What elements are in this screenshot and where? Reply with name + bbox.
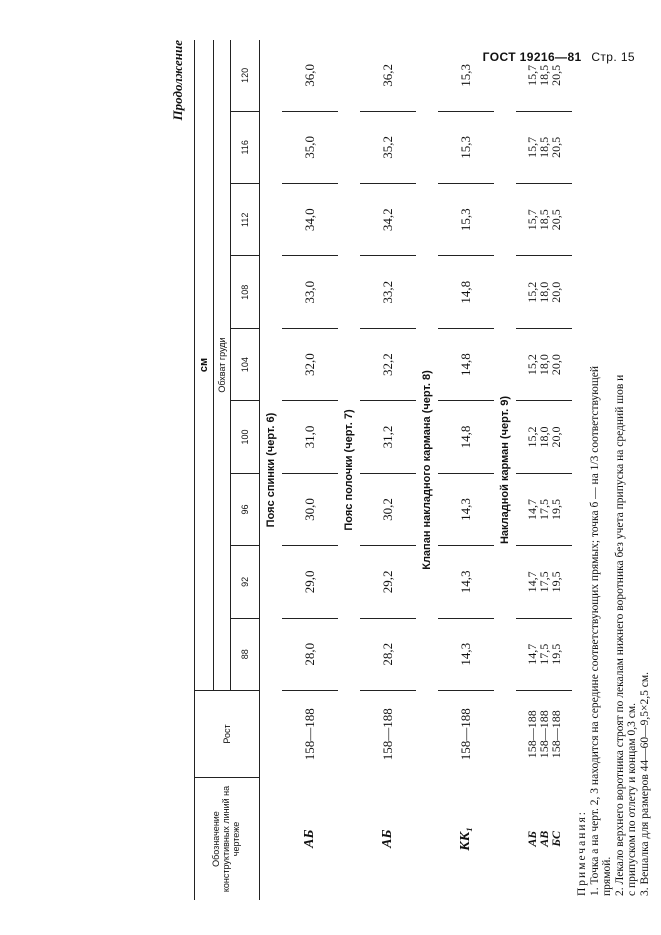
cell-value: 35,2	[360, 111, 416, 183]
line-code: АБ	[525, 830, 539, 847]
cell-group	[516, 328, 572, 400]
section-title: Пояс полочки (черт. 7)	[343, 409, 355, 531]
cell-value: 36,2	[380, 63, 395, 87]
cell-group	[516, 618, 572, 690]
cell-value: 20,0	[549, 354, 563, 376]
cell-value: 18,0	[537, 426, 551, 448]
cell-value: 32,2	[360, 328, 416, 400]
height-range: 158—188	[537, 710, 551, 759]
line-code: АБ	[380, 829, 395, 848]
cell-value: 31,0	[282, 401, 338, 473]
notes-block	[576, 46, 651, 896]
notes-title: Примечания:	[576, 810, 588, 896]
height-range: 158—188	[282, 691, 338, 778]
line-code: БС	[549, 830, 563, 847]
line-code: АБ	[302, 829, 317, 848]
table-row	[438, 40, 494, 900]
cell-value: 20,5	[549, 136, 563, 158]
note-line: с припуском по отлету и концам 0,3 см.	[626, 702, 638, 896]
cell-value: 20,5	[549, 209, 563, 231]
size-header: 100	[231, 401, 260, 473]
cell-value: 15,3	[438, 184, 494, 256]
col-header-label: Обозначение конструктивных линий на чертеже	[195, 778, 260, 901]
cell-value: 17,5	[537, 571, 551, 593]
cell-value: 30,2	[360, 473, 416, 545]
size-header: 120	[231, 40, 260, 111]
cell-value: 17,5	[537, 498, 551, 520]
cell-value: 15,7	[525, 136, 539, 158]
cell-value: 14,3	[438, 618, 494, 690]
rotated-table-block	[170, 40, 651, 900]
note-line: прямой.	[601, 856, 613, 896]
cell-value: 19,5	[549, 498, 563, 520]
cell-value: 20,5	[549, 64, 563, 86]
table-row	[516, 40, 572, 900]
line-code: АВ	[537, 830, 551, 847]
cell-group	[516, 40, 572, 111]
cell-group	[516, 184, 572, 256]
section-title: Пояс спинки (черт. 6)	[265, 412, 277, 528]
cell-value: 14,7	[525, 571, 539, 593]
cell-value: 18,0	[537, 281, 551, 303]
note-line: 3. Вешалка для размеров 44—60—9,5×2,5 см.	[638, 671, 651, 896]
cell-value: 15,2	[525, 426, 539, 448]
cell-value: 19,5	[549, 643, 563, 665]
cell-value: 14,8	[438, 328, 494, 400]
cell-value: 35,0	[282, 111, 338, 183]
cell-value: 28,2	[360, 618, 416, 690]
page-number: Стр. 15	[591, 50, 635, 64]
cell-value: 14,3	[438, 546, 494, 618]
cell-value: 29,0	[282, 546, 338, 618]
size-header: 108	[231, 256, 260, 328]
cell-value: 19,5	[549, 571, 563, 593]
cell-value: 33,0	[282, 256, 338, 328]
cell-value: 18,5	[537, 209, 551, 231]
cell-value: 15,3	[438, 111, 494, 183]
note-line: 1. Точка а на черт. 2, 3 находится на середине соответствующих прямых; точка б — на 1/3 соответствующей	[588, 366, 601, 896]
cell-value: 36,0	[302, 63, 317, 87]
size-header: 112	[231, 184, 260, 256]
cell-value: 14,8	[438, 256, 494, 328]
height-range: 158—188	[549, 710, 563, 759]
cell-value: 29,2	[360, 546, 416, 618]
standard-number: ГОСТ 19216—81	[482, 50, 582, 64]
cell-value: 32,0	[282, 328, 338, 400]
continuation-label: Продолжение	[170, 40, 185, 121]
cell-value: 34,2	[360, 184, 416, 256]
cell-value: 15,7	[525, 209, 539, 231]
cell-value: 14,7	[525, 498, 539, 520]
cell-group	[516, 401, 572, 473]
cell-value: 17,5	[537, 643, 551, 665]
cell-value: 34,0	[282, 184, 338, 256]
cell-value: 18,5	[537, 64, 551, 86]
height-range-group	[516, 691, 572, 778]
cell-value: 30,0	[282, 473, 338, 545]
cell-group	[516, 473, 572, 545]
cell-group	[516, 546, 572, 618]
unit-label: см	[195, 40, 214, 691]
measurements-table	[194, 40, 572, 900]
cell-value: 14,3	[438, 473, 494, 545]
size-header: 116	[231, 111, 260, 183]
col-header-height: Рост	[195, 691, 260, 778]
cell-value: 31,2	[360, 401, 416, 473]
cell-value: 14,7	[525, 643, 539, 665]
size-header: 92	[231, 546, 260, 618]
cell-group	[516, 256, 572, 328]
cell-group	[516, 111, 572, 183]
cell-value: 15,2	[525, 354, 539, 376]
cell-value: 18,5	[537, 136, 551, 158]
cell-value: 15,3	[458, 63, 473, 87]
table-row	[282, 40, 338, 900]
cell-value: 20,0	[549, 281, 563, 303]
cell-value: 14,8	[438, 401, 494, 473]
cell-value: 28,0	[282, 618, 338, 690]
cell-value: 15,7	[525, 64, 539, 86]
cell-value: 18,0	[537, 354, 551, 376]
line-code: КК₁	[458, 826, 473, 851]
height-range: 158—188	[438, 691, 494, 778]
height-range: 158—188	[525, 710, 539, 759]
section-title: Накладной карман (черт. 9)	[499, 395, 511, 545]
size-header: 104	[231, 328, 260, 400]
note-line: 2. Лекало верхнего воротника строят по лекалам нижнего воротника без учета припуска на средний шов и	[613, 374, 626, 896]
size-header: 96	[231, 473, 260, 545]
cell-value: 20,0	[549, 426, 563, 448]
section-title: Клапан накладного кармана (черт. 8)	[421, 370, 433, 570]
size-header: 88	[231, 618, 260, 690]
height-range: 158—188	[360, 691, 416, 778]
cell-value: 15,2	[525, 281, 539, 303]
group-label: Обхват груди	[214, 40, 231, 691]
table-row	[360, 40, 416, 900]
cell-value: 33,2	[360, 256, 416, 328]
line-code-group	[516, 778, 572, 901]
